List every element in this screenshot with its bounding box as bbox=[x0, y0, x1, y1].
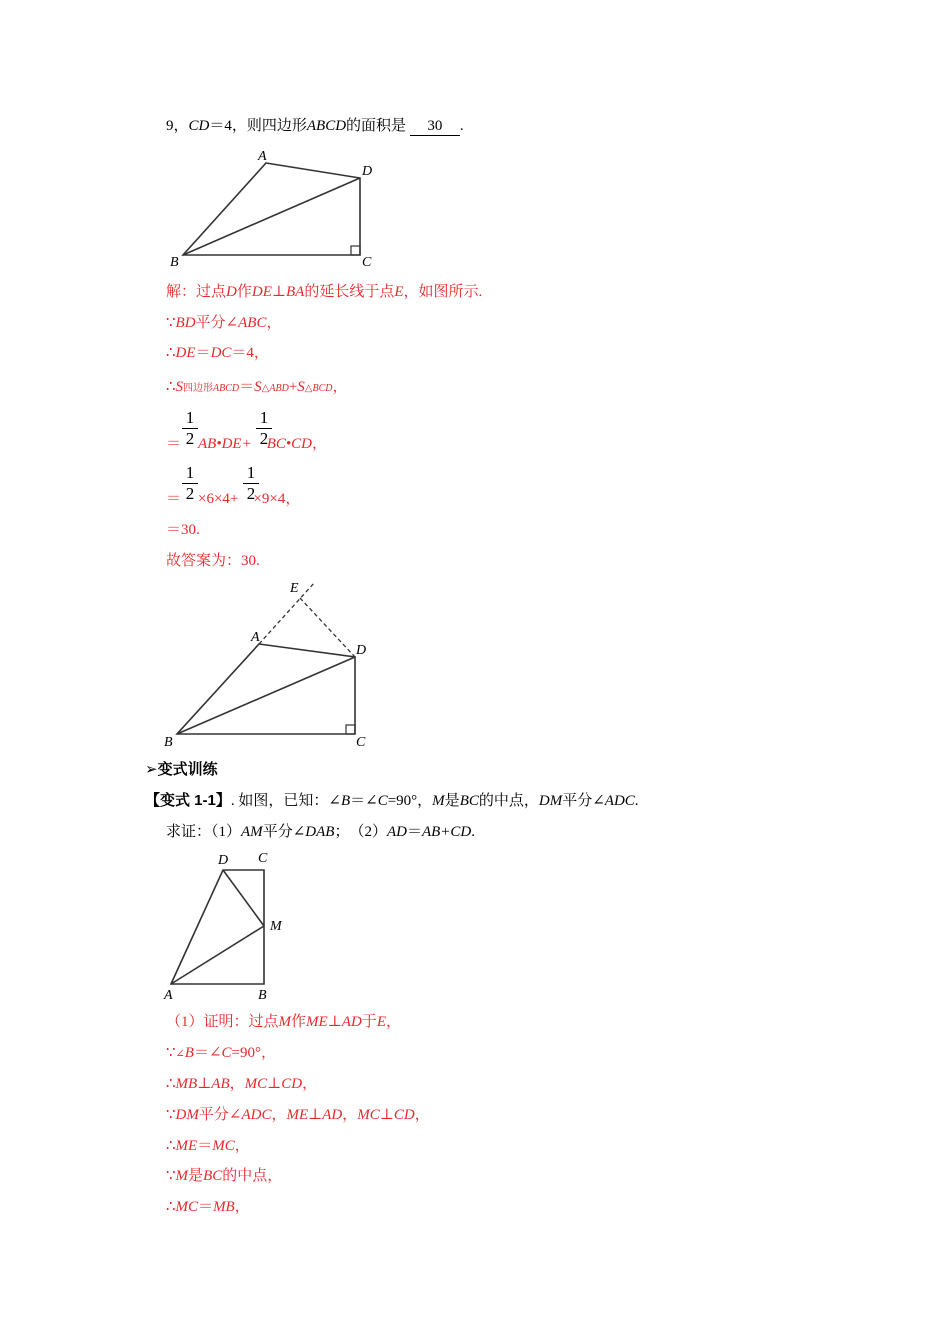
label-A: A bbox=[164, 988, 173, 1003]
label-E: E bbox=[290, 581, 299, 596]
label-A: A bbox=[251, 630, 260, 645]
proof-line-6: ∵M是BC的中点， bbox=[166, 1168, 283, 1184]
proof-line-3: ∴MB⊥AB，MC⊥CD， bbox=[166, 1076, 318, 1092]
proof-line-2: ∵∠B＝∠C=90°， bbox=[166, 1045, 276, 1061]
answer-blank: 30 bbox=[410, 118, 460, 136]
variant-tag: 【变式 1-1】 bbox=[145, 792, 231, 809]
proof-line-5: ∴ME＝MC， bbox=[166, 1138, 250, 1154]
arrow-icon: ➢ bbox=[145, 761, 158, 778]
label-B: B bbox=[164, 735, 173, 750]
proof-line-1: （1）证明：过点M作ME⊥AD于E， bbox=[166, 1014, 401, 1030]
label-B: B bbox=[258, 988, 267, 1003]
solution-line-4: ∴S四边形ABCD＝S△ABD+S△BCD， bbox=[166, 379, 348, 395]
solution-line-5: ＝ AB•DE+ BC•CD， bbox=[166, 436, 327, 452]
solution-line-3: ∴DE＝DC＝4， bbox=[166, 345, 269, 361]
solution-line-2: ∵BD平分∠ABC， bbox=[166, 315, 282, 331]
solution-line-6: ＝ ×6×4+ ×9×4， bbox=[166, 491, 301, 507]
variant-requirements: 求证：（1）AM平分∠DAB； （2）AD＝AB+CD. bbox=[166, 824, 476, 840]
proof-line-4: ∵DM平分∠ADC，ME⊥AD，MC⊥CD， bbox=[166, 1107, 430, 1123]
solution-line-1: 解：过点D作DE⊥BA的延长线于点E，如图所示. bbox=[166, 284, 483, 300]
label-C: C bbox=[258, 851, 268, 866]
label-D: D bbox=[218, 853, 229, 868]
solution-line-7: ＝30. bbox=[166, 522, 200, 538]
label-C: C bbox=[362, 255, 372, 270]
fraction-half: 1 2 bbox=[243, 464, 259, 503]
problem-statement: 9，CD＝4，则四边形ABCD的面积是 30 . bbox=[166, 118, 464, 134]
variant-problem: 【变式 1-1】. 如图，已知：∠B＝∠C=90°，M是BC的中点，DM平分∠ADC. bbox=[145, 792, 639, 809]
fraction-half: 1 2 bbox=[256, 409, 272, 448]
fraction-half: 1 2 bbox=[182, 409, 198, 448]
label-M: M bbox=[270, 919, 282, 934]
label-B: B bbox=[170, 255, 179, 270]
solution-answer: 故答案为：30. bbox=[166, 553, 260, 569]
label-D: D bbox=[362, 164, 373, 179]
fraction-half: 1 2 bbox=[182, 464, 198, 503]
section-heading: ➢变式训练 bbox=[145, 761, 218, 778]
label-D: D bbox=[356, 643, 367, 658]
label-A: A bbox=[258, 149, 267, 164]
label-C: C bbox=[356, 735, 366, 750]
proof-line-7: ∴MC＝MB， bbox=[166, 1199, 250, 1215]
